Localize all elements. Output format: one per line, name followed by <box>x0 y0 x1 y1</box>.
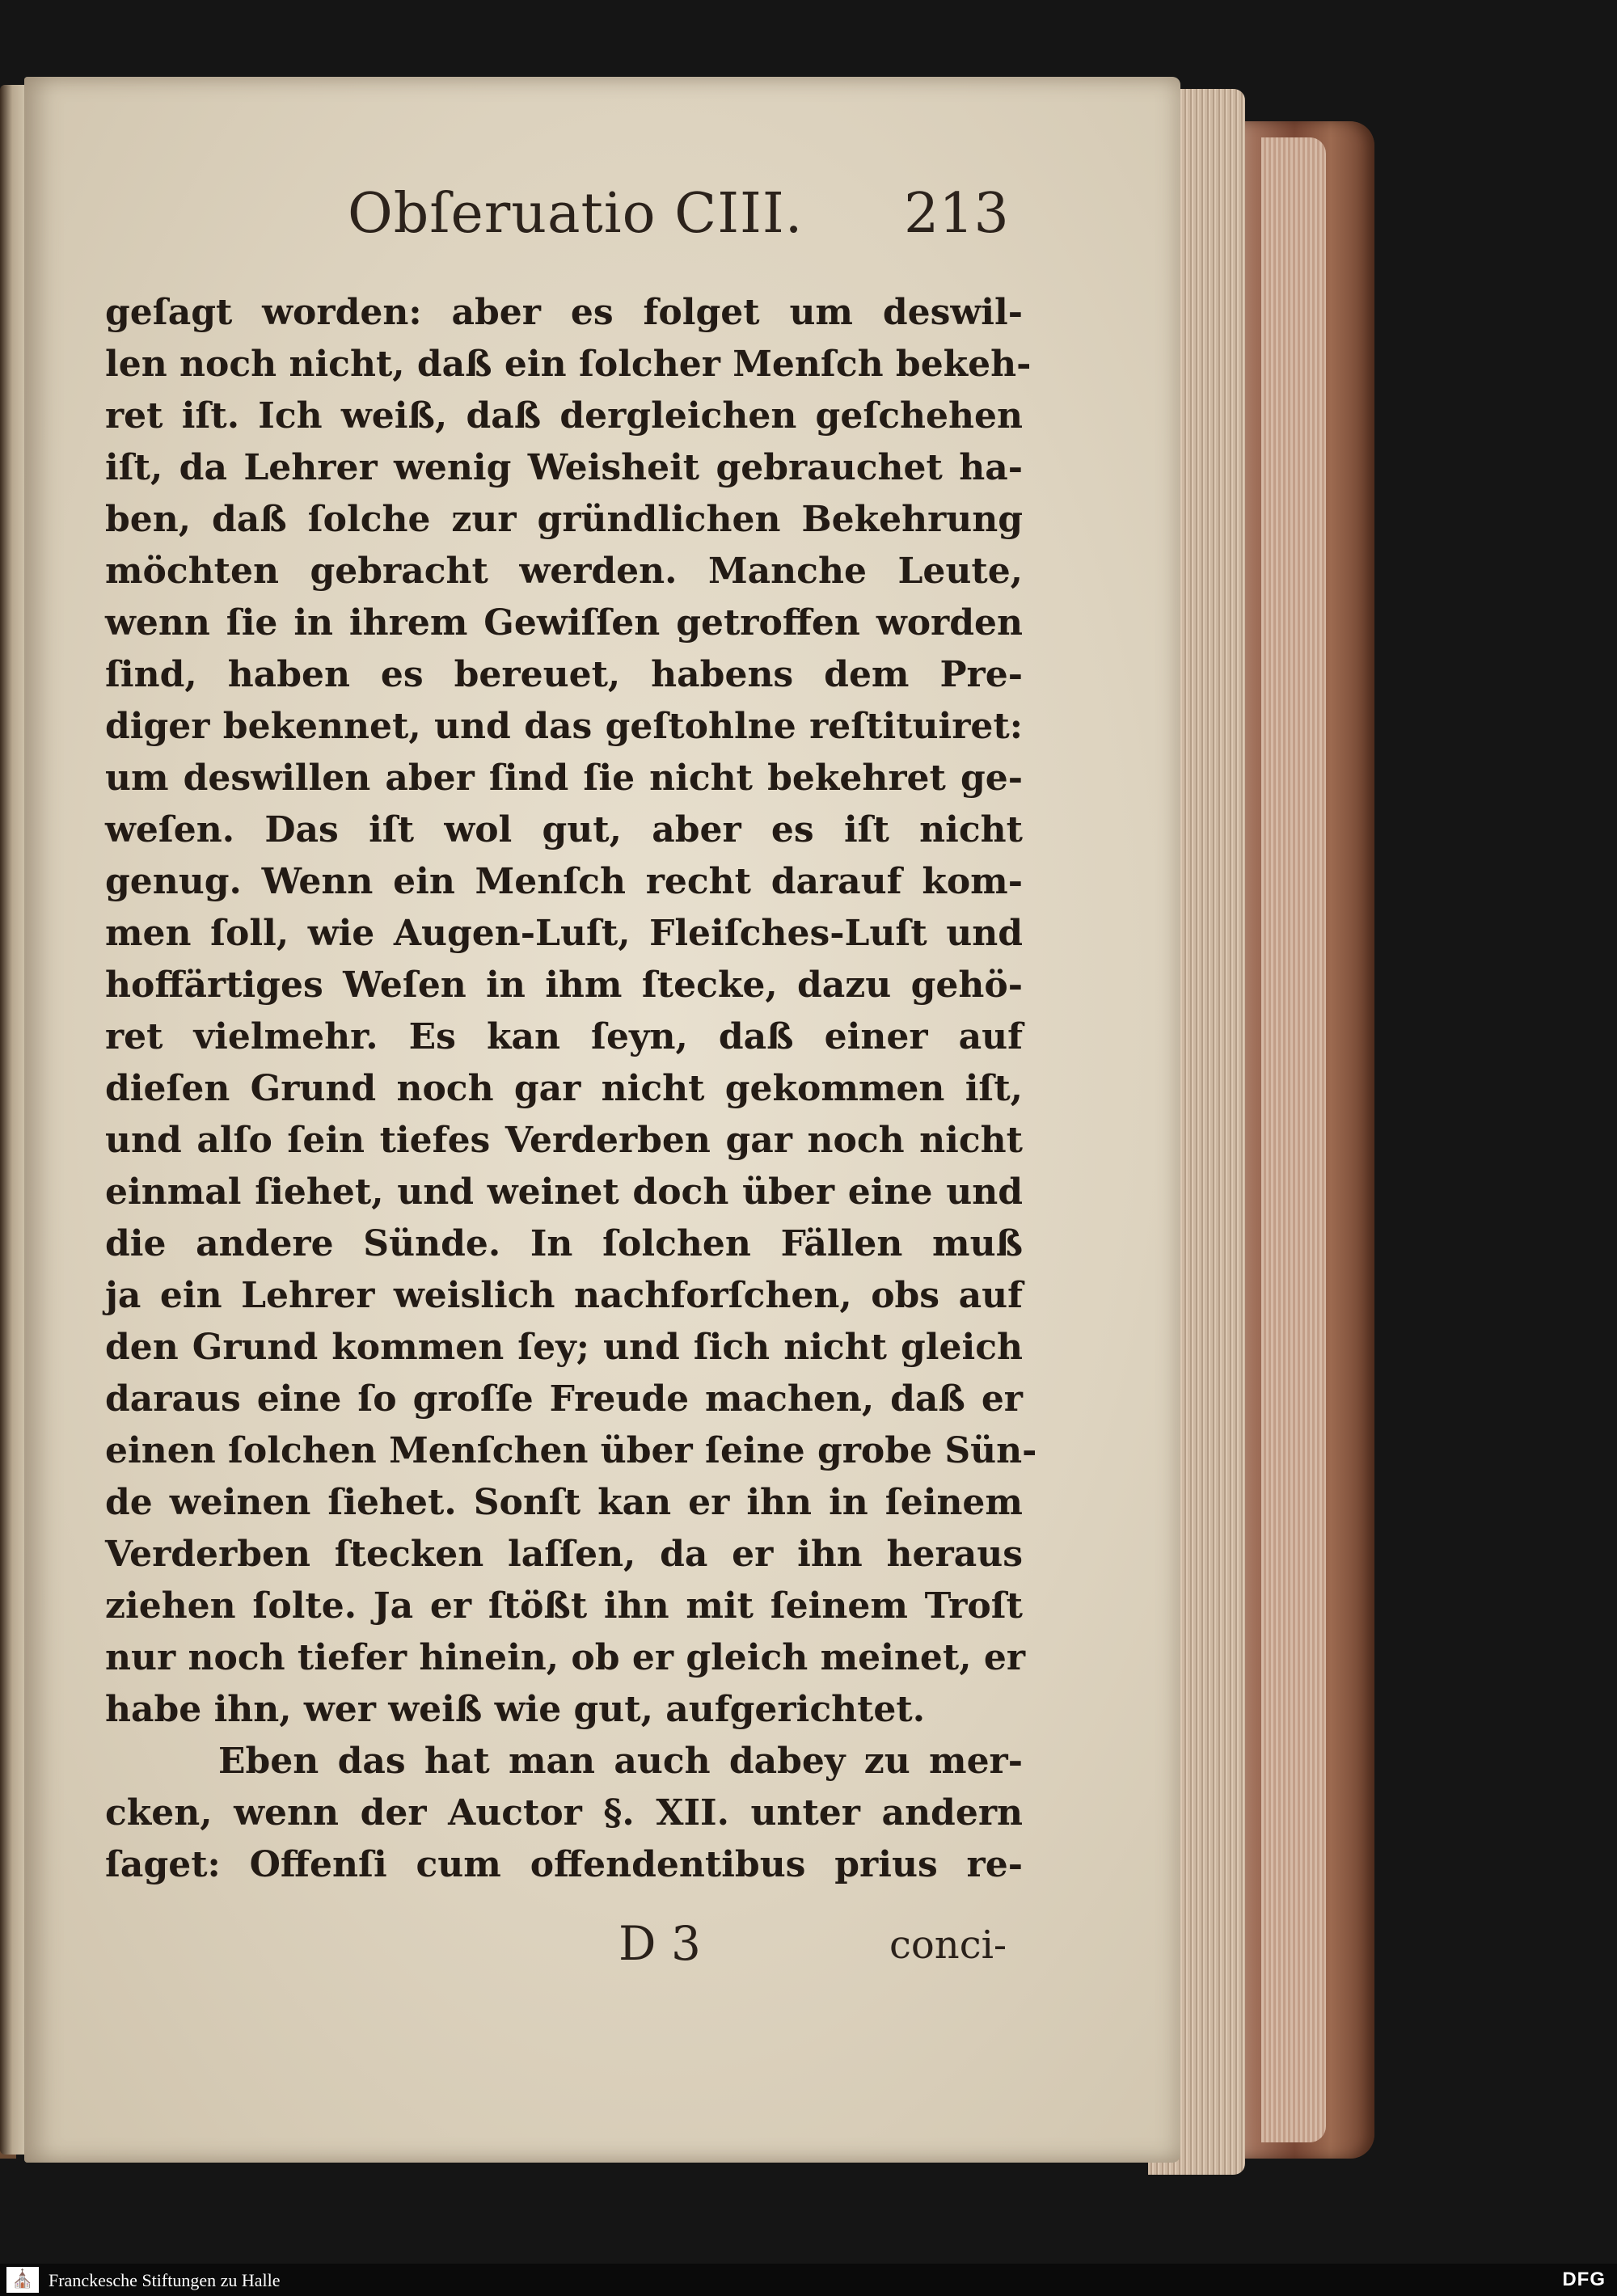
institution-logo-icon: ⛪ <box>6 2267 39 2293</box>
text-line: dieſen Grund noch gar nicht gekommen iſt, <box>105 1068 1023 1109</box>
dfg-badge: DFG <box>1562 2269 1606 2290</box>
text-line: um deswillen aber ſind ſie nicht bekehret ge- <box>105 758 1023 799</box>
page-number: 213 <box>904 182 1009 246</box>
cover-page-block <box>1261 137 1326 2142</box>
footer-bar <box>0 2264 1617 2296</box>
text-line: weſen. Das iſt wol gut, aber es iſt nicht <box>105 809 1023 850</box>
catchword: conci- <box>889 1922 1007 1968</box>
text-line: ſind, haben es bereuet, habens dem Pre- <box>105 654 1023 695</box>
text-line: ret vielmehr. Es kan ſeyn, daß einer auf <box>105 1016 1023 1057</box>
text-line: cken, wenn der Auctor §. XII. unter andern <box>105 1792 1023 1834</box>
text-line: geſagt worden: aber es folget um deswil- <box>105 292 1023 333</box>
text-line: ziehen ſolte. Ja er ſtößt ihn mit ſeinem Troſt <box>105 1585 1023 1627</box>
text-line: ſaget: Offenſi cum offendentibus prius re- <box>105 1844 1023 1885</box>
text-line: men ſoll, wie Augen-Luſt, Fleiſches-Luſt und <box>105 913 1023 954</box>
text-line: ben, daß ſolche zur gründlichen Bekehrung <box>105 499 1023 540</box>
text-line: den Grund kommen ſey; und ſich nicht gleich <box>105 1327 1023 1368</box>
text-line: nur noch tiefer hinein, ob er gleich meinet, er <box>105 1637 1026 1678</box>
text-line: len noch nicht, daß ein ſolcher Menſch bekeh- <box>105 344 1032 385</box>
signature-mark: D 3 <box>619 1916 701 1971</box>
text-line: ja ein Lehrer weislich nachforſchen, obs auf <box>105 1275 1023 1316</box>
text-line: hoffärtiges Weſen in ihm ſtecke, dazu gehö- <box>105 964 1023 1006</box>
text-line: de weinen ſiehet. Sonſt kan er ihn in ſeinem <box>105 1482 1023 1523</box>
text-line: einen ſolchen Menſchen über ſeine grobe Sün- <box>105 1430 1037 1471</box>
institution-name: Franckesche Stiftungen zu Halle <box>49 2270 281 2290</box>
page-body <box>105 287 1037 1891</box>
text-line: diger bekennet, und das geſtohlne reſtituiret: <box>105 706 1023 747</box>
text-line: möchten gebracht werden. Manche Leute, <box>105 551 1023 592</box>
text-line: iſt, da Lehrer wenig Weisheit gebrauchet ha- <box>105 447 1023 488</box>
text-line: und alſo ſein tiefes Verderben gar noch nicht <box>105 1120 1023 1161</box>
text-line: ret iſt. Ich weiß, daß dergleichen geſchehen <box>105 395 1023 437</box>
text-line: wenn ſie in ihrem Gewiſſen getroffen worden <box>105 602 1023 644</box>
text-line: habe ihn, wer weiß wie gut, aufgerichtet. <box>105 1689 926 1730</box>
text-line: genug. Wenn ein Menſch recht darauf kom- <box>105 861 1023 902</box>
text-line: Eben das hat man auch dabey zu mer- <box>218 1741 1023 1782</box>
running-head: Obſeruatio CIII. <box>348 182 804 246</box>
text-line: daraus eine ſo groſſe Freude machen, daß er <box>105 1378 1023 1420</box>
text-line: Verderben ſtecken laſſen, da er ihn heraus <box>105 1534 1023 1575</box>
text-line: einmal ſiehet, und weinet doch über eine und <box>105 1171 1023 1213</box>
text-line: die andere Sünde. In ſolchen Fällen muß <box>105 1223 1023 1264</box>
